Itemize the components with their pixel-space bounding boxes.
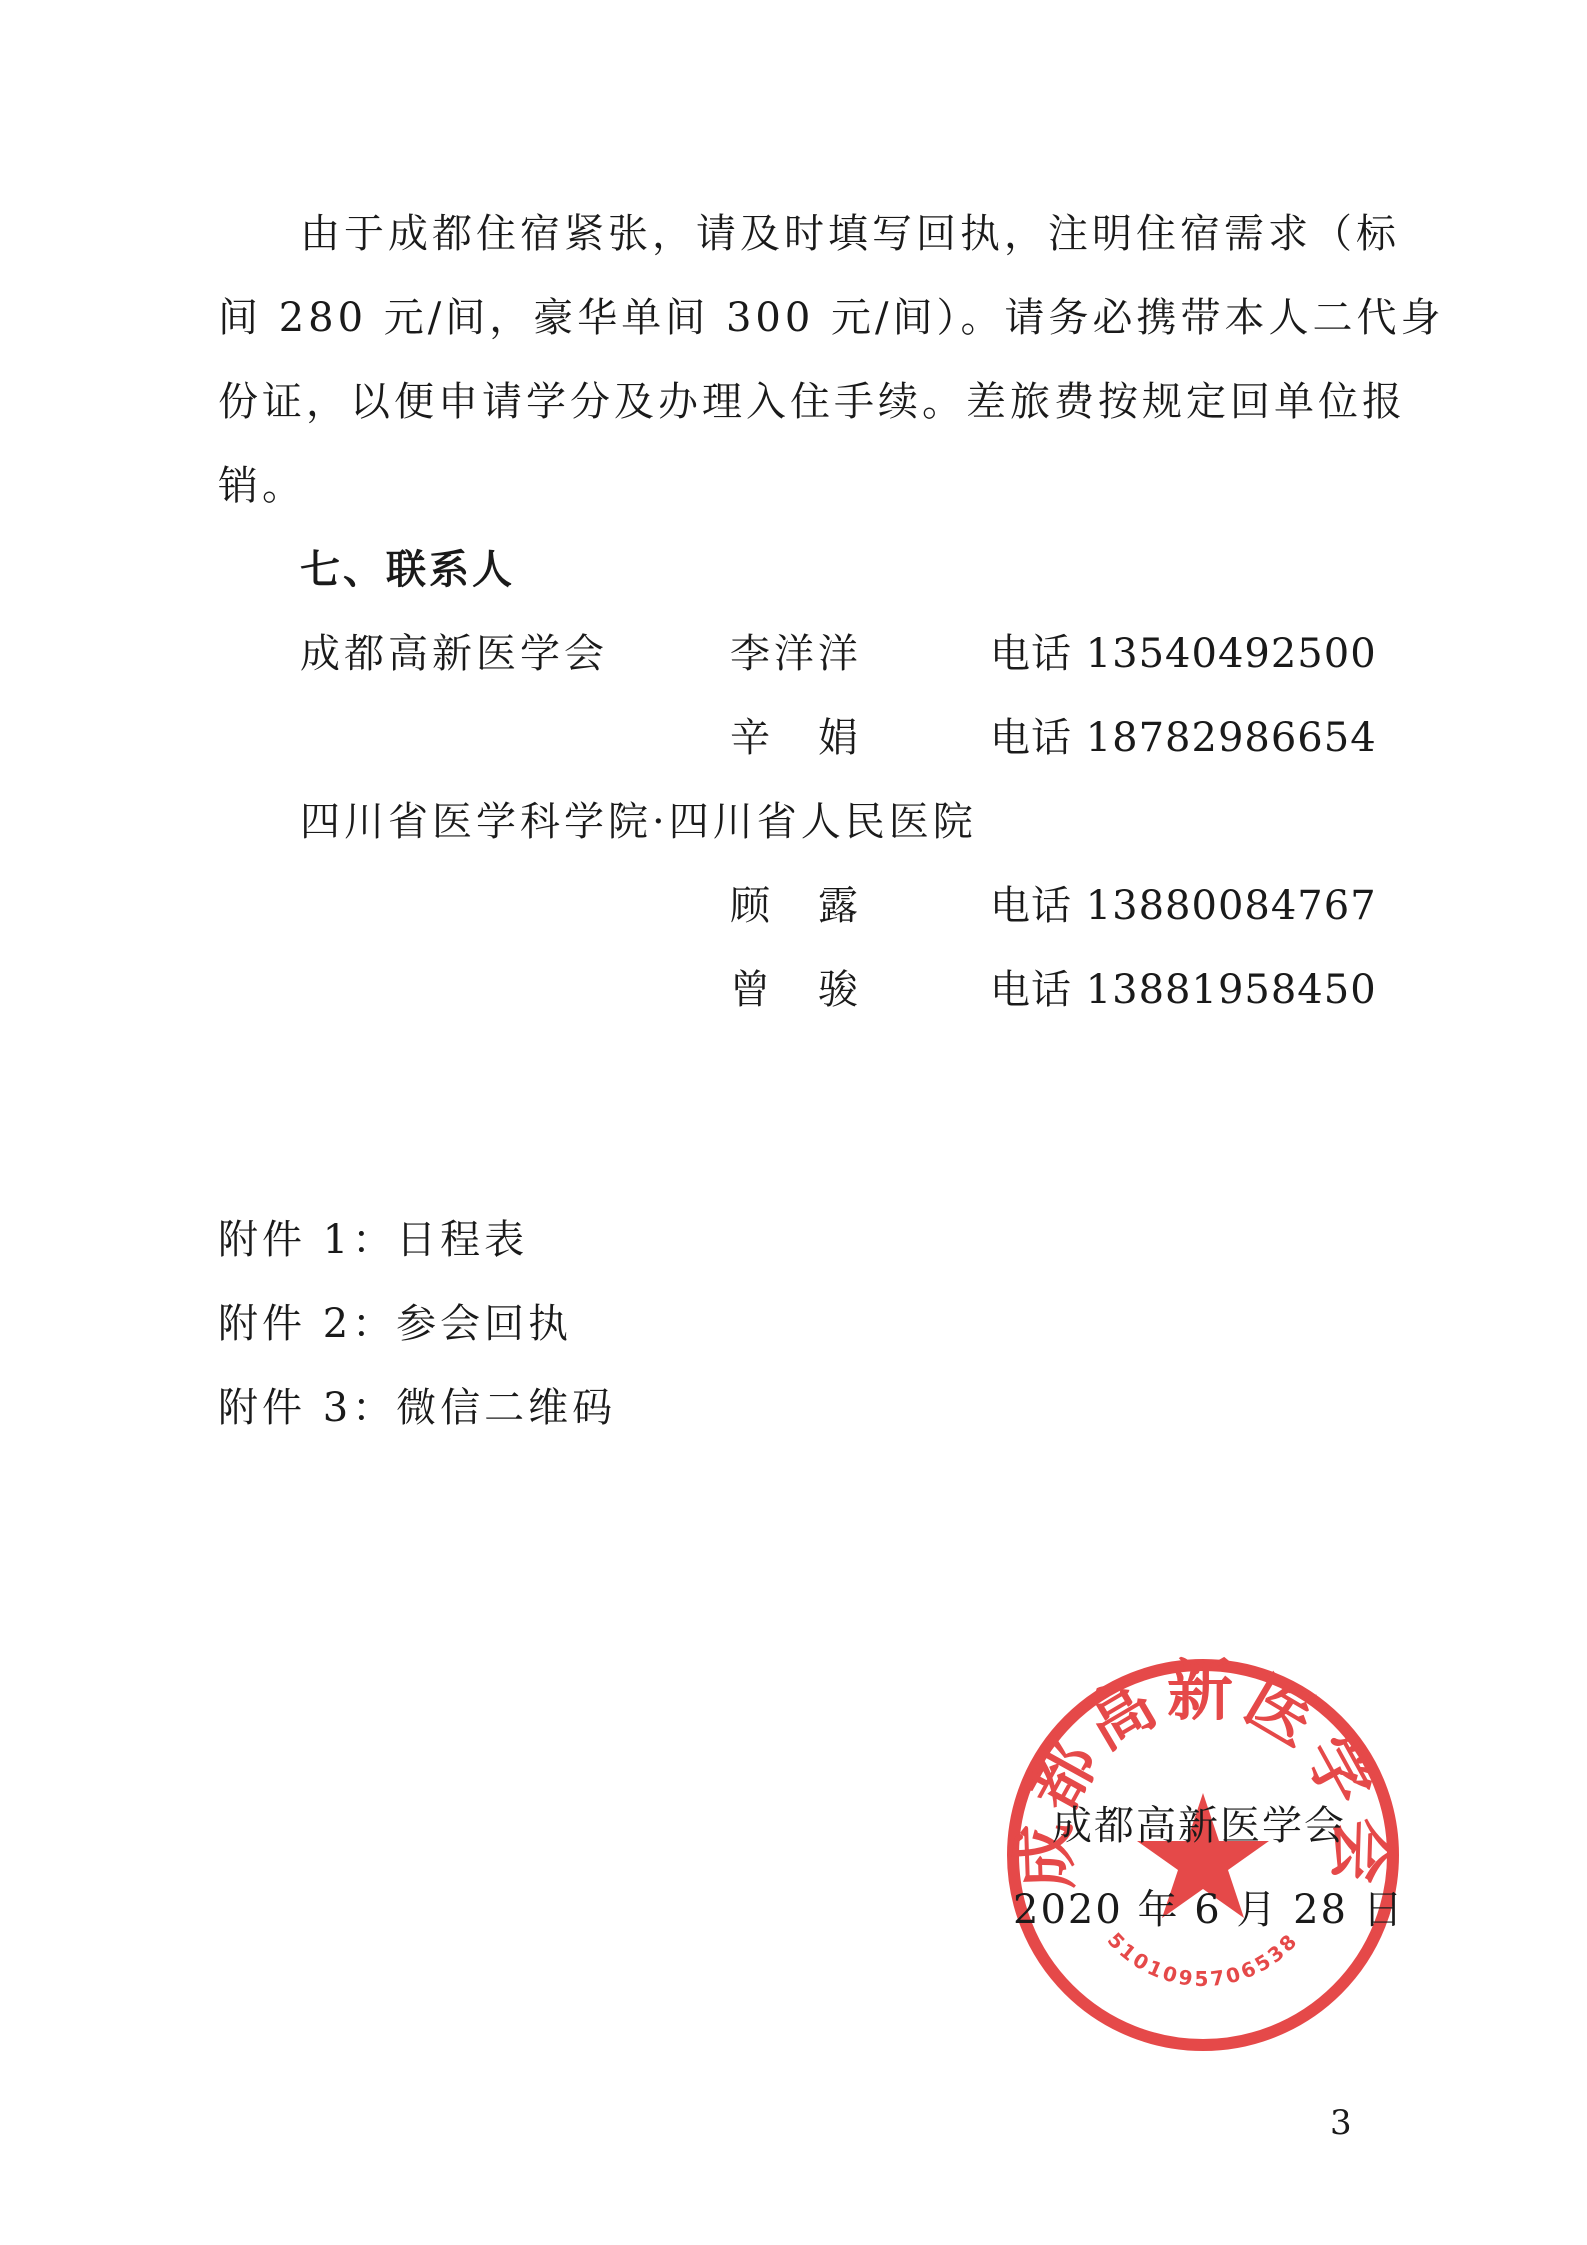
paragraph-line-4: 销。 (218, 463, 306, 509)
official-seal (1003, 1655, 1403, 2055)
paragraph-line-2: 间 280 元/间，豪华单间 300 元/间）。请务必携带本人二代身 (218, 295, 1445, 341)
paragraph-line-1: 由于成都住宿紧张，请及时填写回执，注明住宿需求（标 (300, 211, 1400, 257)
contact-phone: 电话 13540492500 (990, 631, 1377, 677)
contact-phone: 电话 18782986654 (990, 715, 1377, 761)
attachment-item: 附件 1：日程表 (218, 1217, 529, 1263)
seal-arc-text: 成都高新医学会 (1004, 1655, 1402, 1891)
attachment-item: 附件 2：参会回执 (218, 1301, 573, 1347)
contact-name: 辛 娟 (730, 715, 862, 761)
page-number: 3 (1330, 2103, 1352, 2143)
contact-org-1: 成都高新医学会 (300, 631, 608, 677)
contact-name: 曾 骏 (730, 967, 862, 1013)
contacts-heading: 七、联系人 (300, 547, 515, 593)
contact-name: 顾 露 (730, 883, 862, 929)
paragraph-line-3: 份证，以便申请学分及办理入住手续。差旅费按规定回单位报 (218, 379, 1406, 425)
seal-number: 5101095706538 (1102, 1927, 1304, 1992)
contact-phone: 电话 13881958450 (990, 967, 1377, 1013)
signature-date: 2020 年 6 月 28 日 (1013, 1887, 1405, 1933)
attachment-item: 附件 3：微信二维码 (218, 1385, 617, 1431)
contact-phone: 电话 13880084767 (990, 883, 1377, 929)
contact-name: 李洋洋 (730, 631, 862, 677)
signature-org: 成都高新医学会 (1052, 1803, 1346, 1849)
contact-org-2: 四川省医学科学院·四川省人民医院 (300, 799, 977, 845)
